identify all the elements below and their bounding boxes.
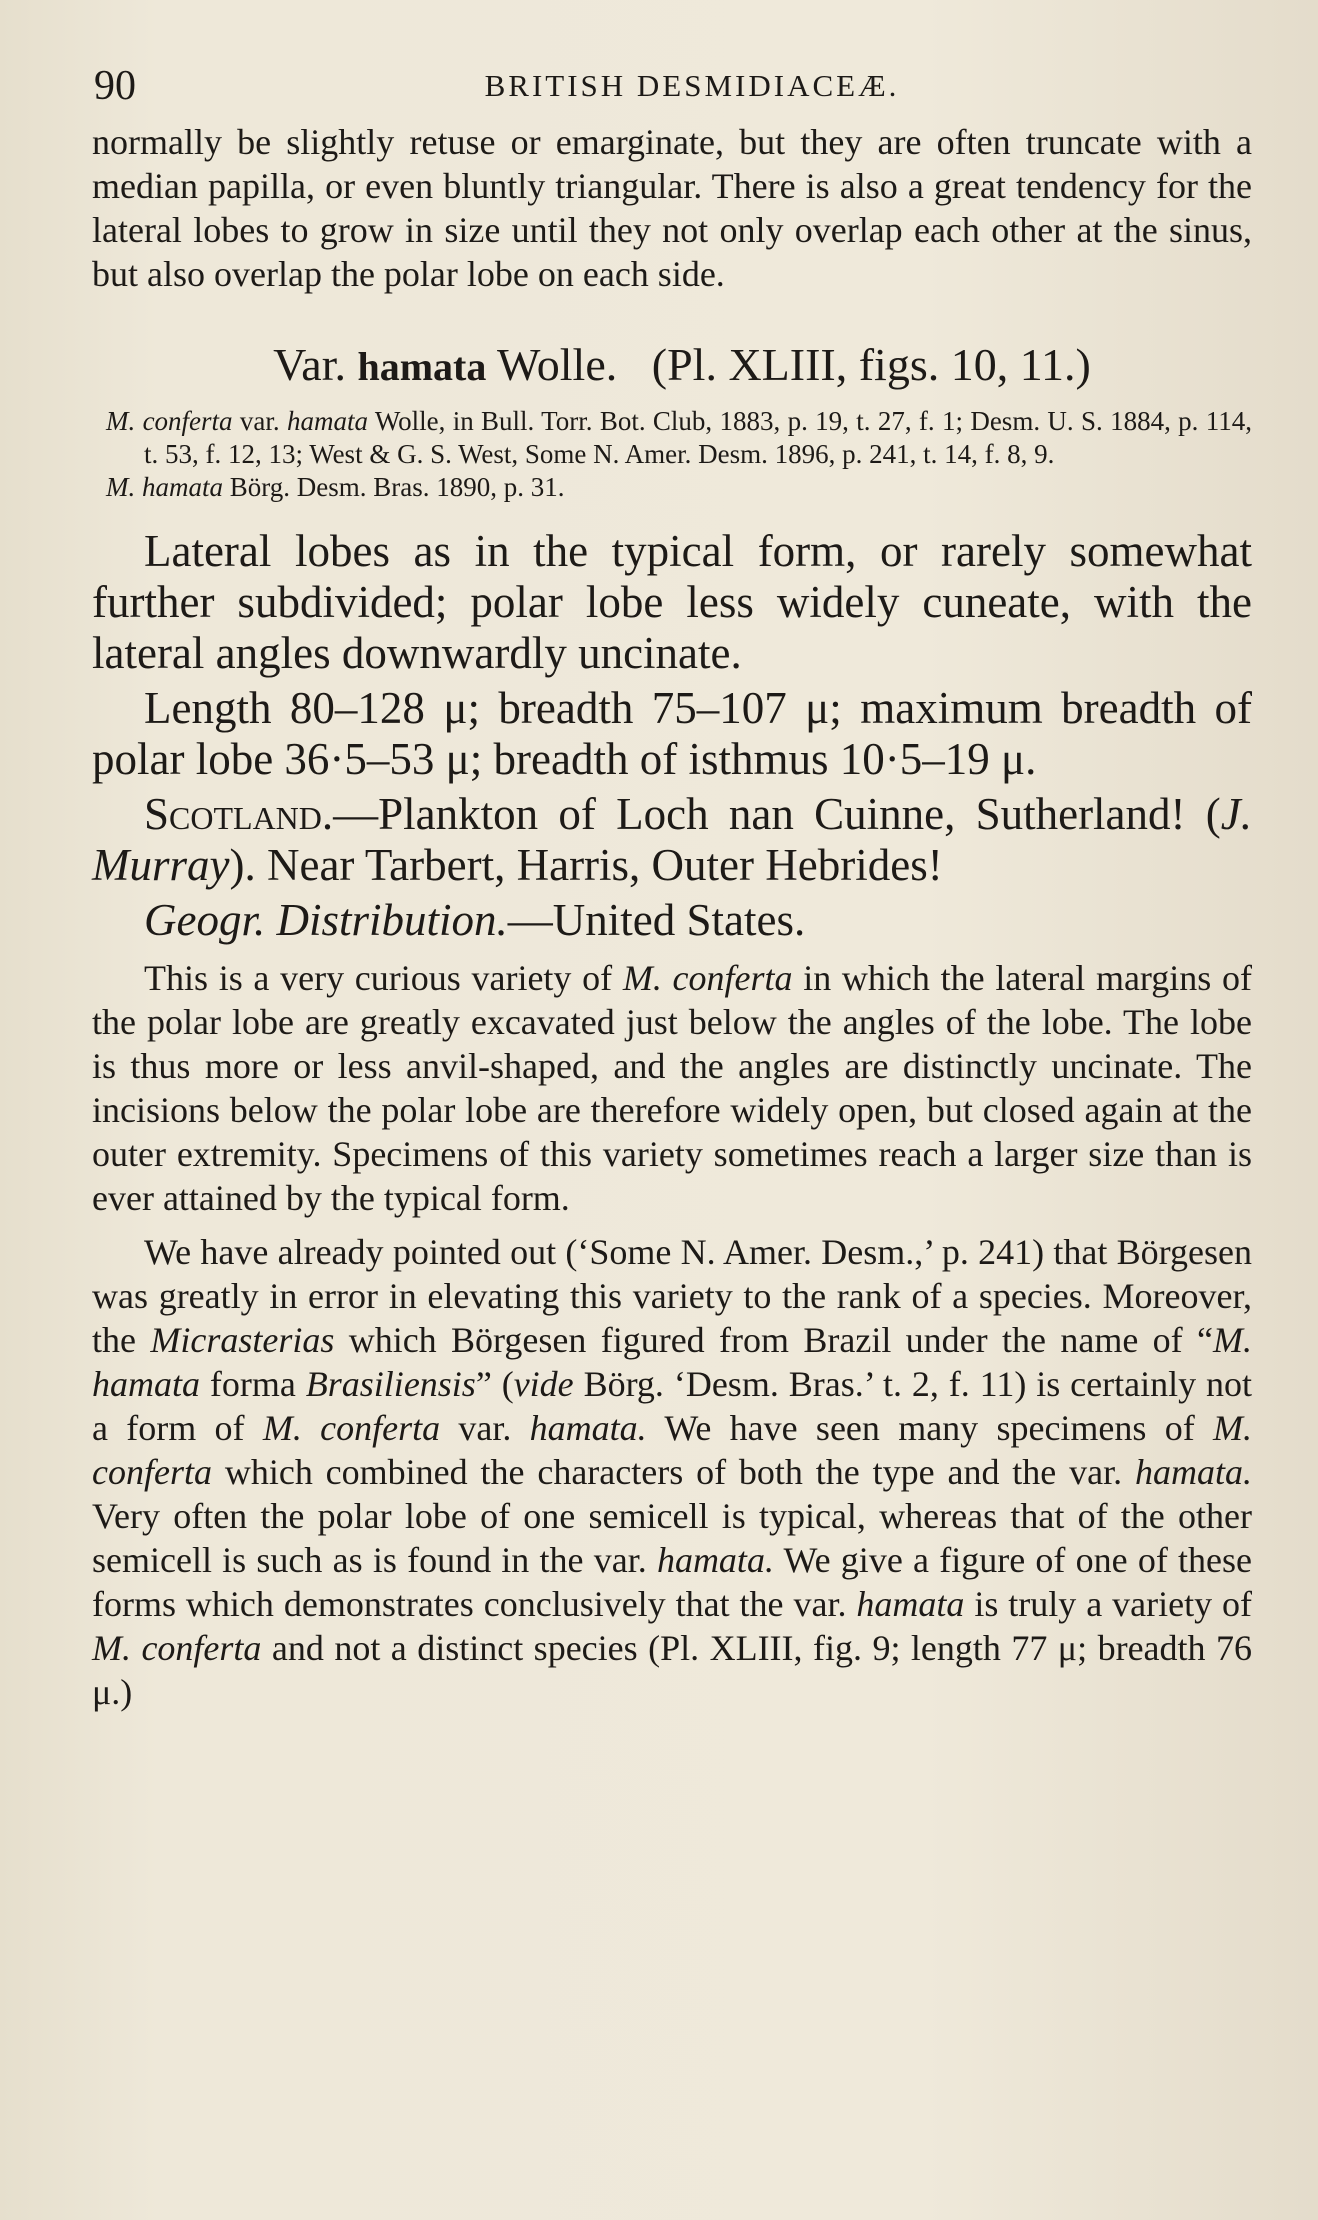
reference-1 — [92, 405, 1252, 471]
description-paragraph: Lateral lobes as in the typical form, or rarely somewhat further subdivided; polar lobe less widely cuneate, with the lateral angles downwardly uncinate. — [92, 526, 1252, 678]
discussion-2-text-h: which combined the characters of both the type and the var. — [211, 1452, 1135, 1492]
discussion-2-species-2: M. conferta — [262, 1408, 441, 1448]
discussion-2-text-f: var. — [440, 1408, 530, 1448]
variety-heading — [92, 338, 1252, 391]
discussion-2-text-i: Very often the polar lobe of one semicell is typical, whereas that of the other semicell is such as is found in the var. — [92, 1496, 1252, 1580]
variety-prefix: Var. — [273, 339, 358, 390]
discussion-2-variety-4: hamata — [856, 1584, 965, 1624]
discussion-2-species-1: M. hamata — [92, 1320, 1252, 1404]
discussion-2-genus: Micrasterias — [150, 1320, 335, 1360]
discussion-2-species-4: M. conferta — [92, 1628, 262, 1668]
locality-text-2: ). Near Tarbert, Harris, Outer Hebrides! — [229, 840, 943, 890]
distribution-text: —United States. — [507, 895, 806, 945]
discussion-2-text-j: We give a figure of one of these forms which demonstrates conclusively that the var. — [92, 1540, 1253, 1624]
discussion-2-variety-2: hamata. — [1135, 1452, 1252, 1492]
ref1-species: M. conferta — [106, 406, 233, 436]
ref2-citation: Börg. Desm. Bras. 1890, p. 31. — [223, 472, 565, 502]
synonymy-references — [92, 405, 1252, 504]
locality-paragraph — [92, 789, 1252, 891]
reference-2 — [92, 471, 1252, 504]
intro-paragraph: normally be slightly retuse or emarginate, but they are often truncate with a median papilla, or even bluntly triangular. There is also a great tendency for the lateral lobes to grow in size until they not only overlap each other at the sinus, but also overlap the polar lobe on each side. — [92, 122, 1252, 294]
distribution-paragraph — [92, 895, 1252, 946]
ref1-citation: Wolle, in Bull. Torr. Bot. Club, 1883, p. 19, t. 27, f. 1; Desm. U. S. 1884, p. 114, t. 53, f. 12, 13; West & G. S. West, Some N. Amer. Desm. 1896, p. 241, t. 14, f. 8, 9. — [144, 406, 1252, 469]
discussion-paragraph-1 — [92, 956, 1252, 1220]
discussion-paragraph-2 — [92, 1230, 1252, 1714]
discussion-2-vide: vide — [513, 1364, 574, 1404]
discussion-2-text-b: which Börgesen figured from Brazil under the name of “ — [334, 1320, 1213, 1360]
discussion-2-text-c: forma — [200, 1364, 306, 1404]
discussion-2-forma: Brasiliensis — [305, 1364, 476, 1404]
discussion-2-variety-1: hamata. — [529, 1408, 647, 1448]
page-header — [92, 50, 1252, 120]
discussion-2-text-a: We have already pointed out (‘Some N. Amer. Desm.,’ p. 241) that Börgesen was greatly in error in elevating this variety to the rank of a species. Moreover, the — [92, 1232, 1252, 1360]
plate-reference: (Pl. XLIII, figs. 10, 11.) — [651, 339, 1091, 390]
discussion-1-species: M. conferta — [622, 958, 793, 998]
discussion-2-variety-3: hamata. — [656, 1540, 774, 1580]
distribution-label: Geogr. Distribution. — [144, 895, 508, 945]
measurements-paragraph: Length 80–128 μ; breadth 75–107 μ; maximum breadth of polar lobe 36·5–53 μ; breadth of isthmus 10·5–19 μ. — [92, 683, 1252, 784]
page-number: 90 — [94, 63, 136, 109]
discussion-2-text-l: and not a distinct species (Pl. XLIII, fig. 9; length 77 μ; breadth 76 μ.) — [92, 1628, 1252, 1712]
locality-text-1: —Plankton of Loch nan Cuinne, Sutherland! ( — [333, 789, 1221, 839]
discussion-2-text-g: We have seen many specimens of — [646, 1408, 1214, 1448]
discussion-2-species-3: M. conferta — [92, 1408, 1253, 1492]
discussion-1-text-b: in which the lateral margins of the polar lobe are greatly excavated just below the angles of the lobe. The lobe is thus more or less anvil-shaped, and the angles are distinctly uncinate. The incisions below the polar lobe are therefore widely open, but closed again at the outer extremity. Specimens of this variety sometimes reach a larger size than is ever attained by the typical form. — [92, 958, 1252, 1218]
ref1-variety: hamata — [286, 406, 368, 436]
ref1-connector: var. — [232, 406, 287, 436]
collector-name: J. Murray — [92, 789, 1252, 890]
discussion-2-text-e: Börg. ‘Desm. Bras.’ t. 2, f. 11) is certainly not a form of — [92, 1364, 1253, 1448]
discussion-2-text-d: ” ( — [475, 1364, 514, 1404]
variety-author: Wolle. — [486, 339, 618, 390]
ref2-species: M. hamata — [106, 472, 223, 502]
discussion-2-text-k: is truly a variety of — [964, 1584, 1253, 1624]
discussion-1-text-a: This is a very curious variety of — [144, 958, 623, 998]
running-head: BRITISH DESMIDIACEÆ. — [484, 68, 900, 103]
variety-name: hamata — [357, 344, 487, 389]
locality-region: Scotland. — [144, 789, 334, 839]
